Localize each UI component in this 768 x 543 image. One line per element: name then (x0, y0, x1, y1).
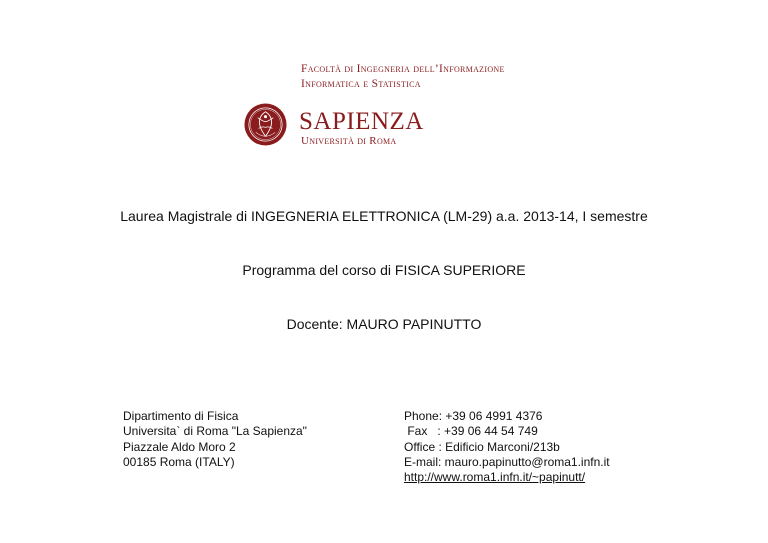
university-name: SAPIENZA (299, 108, 424, 135)
university-subtitle: Università di Roma (301, 135, 397, 147)
phone-line: Phone: +39 06 4991 4376 (404, 409, 543, 423)
address-line: 00185 Roma (ITALY) (123, 454, 235, 469)
programme-title: Programma del corso di FISICA SUPERIORE (242, 262, 526, 278)
office-line: Office : Edificio Marconi/213b (404, 439, 560, 454)
address-line: Piazzale Aldo Moro 2 (123, 439, 236, 454)
faculty-name-line1: Facoltà di Ingegneria dell’Informazione (301, 63, 505, 75)
degree-line: Laurea Magistrale di INGEGNERIA ELETTRONICA (LM-29) a.a. 2013-14, I semestre (120, 208, 648, 224)
address-line: Universita` di Roma "La Sapienza" (123, 424, 307, 439)
contact-details-block (404, 409, 610, 485)
lecturer-line: Docente: MAURO PAPINUTTO (286, 316, 482, 332)
fax-line: Fax : +39 06 44 54 749 (404, 424, 538, 439)
email-line: E-mail: mauro.papinutto@roma1.infn.it (404, 454, 610, 469)
address-line: Dipartimento di Fisica (123, 409, 239, 423)
address-block (123, 409, 307, 470)
faculty-name-line2: Informatica e Statistica (301, 78, 421, 90)
homepage-link[interactable]: http://www.roma1.infn.it/~papinutt/ (404, 470, 586, 485)
sapienza-seal-icon (244, 103, 287, 146)
